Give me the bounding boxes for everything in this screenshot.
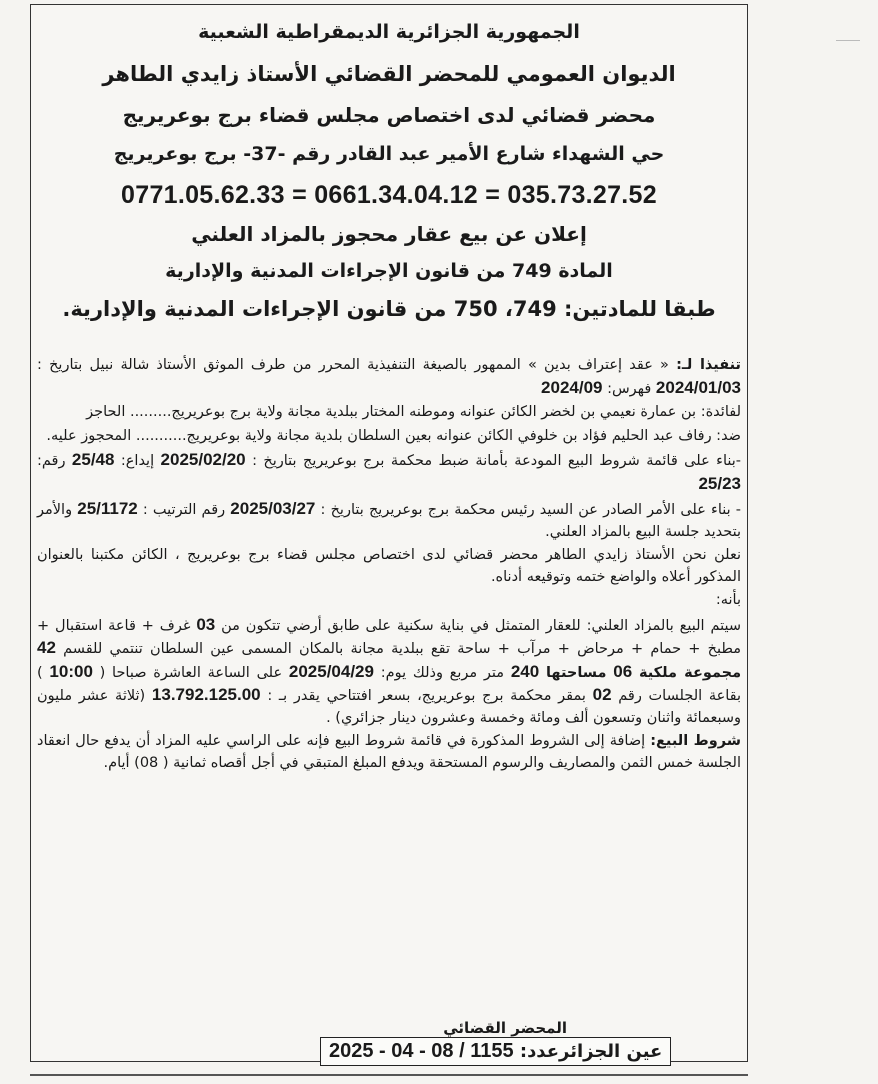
article-reference: المادة 749 من قانون الإجراءات المدنية والإدارية bbox=[165, 259, 613, 282]
conditions-list-text: -بناء على قائمة شروط البيع المودعة بأمانة ضبط محكمة برج بوعريريج بتاريخ : bbox=[252, 453, 742, 469]
sale-text-a: سيتم البيع بالمزاد العلني: للعقار المتمثل في بناية سكنية على طابق أرضي تتكون من bbox=[221, 617, 742, 634]
bailiff-signature: المحضر القضائي bbox=[443, 1019, 567, 1037]
sale-text-g: ) بقاعة الجلسات رقم bbox=[37, 664, 742, 704]
sale-conditions-text: إضافة إلى الشروط المذكورة في قائمة شروط البيع فإنه على الراسي عليه المزاد أن يدفع حال انعقاد الجلسة خمس الثمن والمصاريف والرسوم المستحقة ويدفع المبلغ المتبقي في أجل أقصاه ثمانية ( 08) أيام. bbox=[37, 733, 741, 771]
execution-label: تنفيذا لـ: bbox=[676, 357, 742, 373]
order-number-label: رقم الترتيب : bbox=[142, 502, 226, 518]
sale-date: 2025/04/29 bbox=[288, 661, 374, 681]
office-address: حي الشهداء شارع الأمير عبد القادر رقم -37- برج بوعريريج bbox=[113, 142, 665, 165]
office-title: الديوان العمومي للمحضر القضائي الأستاذ زايدي الطاهر bbox=[102, 61, 676, 86]
debtor-paragraph: ضد: رفاف عبد الحليم فؤاد بن خلوفي الكائن عنوانه بعين السلطان بلدية مجانة ولاية بوعريريج........... المحجوز عليه. bbox=[46, 427, 741, 444]
sale-conditions-label: شروط البيع: bbox=[650, 733, 741, 749]
bottom-divider bbox=[30, 1074, 748, 1076]
section-number: 42 bbox=[37, 638, 56, 657]
deed-date: 2024/01/03 bbox=[655, 377, 741, 397]
sale-text-e: متر مربع وذلك يوم: bbox=[380, 664, 505, 681]
court-order-paragraph bbox=[37, 498, 741, 543]
conditions-list-paragraph bbox=[37, 449, 741, 496]
rooms-count: 03 bbox=[196, 614, 216, 634]
order-number: 25/1172 bbox=[77, 499, 138, 518]
court-order-date: 2025/03/27 bbox=[230, 499, 316, 518]
file-number: 25/23 bbox=[698, 473, 741, 493]
conditions-list-date: 2025/02/20 bbox=[160, 450, 246, 469]
number-label: رقم: bbox=[37, 453, 66, 469]
bailiff-declaration: نعلن نحن الأستاذ زايدي الطاهر محضر قضائي لدى اختصاص مجلس قضاء برج بوعريريج ، الكائن مكتبنا بالعنوان المذكور أعلاه والواضع ختمه وتوقيعه أدناه. bbox=[37, 547, 741, 585]
sale-text-c: مجموعة ملكية bbox=[638, 664, 742, 681]
sale-text-b: غرف + قاعة استقبال + مطبخ + حمام + مرحاض + مرآب + ساحة تقع ببلدية مجانة بالمكان المسمى عين السلطان تنتمي للقسم bbox=[37, 617, 742, 657]
execution-paragraph bbox=[37, 355, 741, 400]
court-order-rest: والأمر بتحديد جلسة البيع بالمزاد العلني. bbox=[37, 502, 741, 540]
that-label: بأنه: bbox=[715, 592, 741, 608]
page-edge-mark bbox=[836, 40, 860, 41]
beneficiary-paragraph: لفائدة: بن عمارة نعيمي بن لخضر الكائن عنوانه وموطنه المختار ببلدية مجانة ولاية برج بوعريريج......... الحاجز bbox=[86, 404, 741, 420]
hall-number: 02 bbox=[592, 685, 612, 704]
announcement-sheet bbox=[30, 4, 748, 1062]
republic-title: الجمهورية الجزائرية الديمقراطية الشعبية bbox=[198, 21, 580, 43]
deposit-number: 25/48 bbox=[71, 450, 115, 469]
price-in-words: (ثلاثة عشر مليون وسبعمائة واثنان وتسعون ألف ومائة وخمسة وعشرون دينار جزائري) . bbox=[37, 688, 741, 726]
sale-details-paragraph bbox=[37, 614, 741, 730]
area-value: 240 bbox=[510, 661, 540, 681]
announcement-header bbox=[39, 21, 739, 322]
jurisdiction-title: محضر قضائي لدى اختصاص مجلس قضاء برج بوعريريج bbox=[122, 102, 656, 127]
sale-text-d: مساحتها bbox=[545, 664, 607, 681]
court-order-text: - بناء على الأمر الصادر عن السيد رئيس محكمة برج بوعريريج بتاريخ : bbox=[320, 502, 742, 518]
property-group-number: 06 bbox=[613, 661, 633, 681]
sale-text-h: بمقر محكمة برج بوعريريج، بسعر افتتاحي يقدر بـ : bbox=[267, 688, 586, 704]
announcement-title: إعلان عن بيع عقار محجوز بالمزاد العلني bbox=[191, 221, 587, 246]
articles-reference: طبقا للمادتين: 749، 750 من قانون الإجراءات المدنية والإدارية. bbox=[62, 296, 716, 321]
execution-text: « عقد إعتراف بدين » الممهور بالصيغة التنفيذية المحرر من طرف الموثق الأستاذ شالة نبيل بتاريخ : bbox=[37, 357, 669, 373]
newspaper-label: عين الجزائرعدد: bbox=[519, 1041, 663, 1062]
index-number: 2024/09 bbox=[541, 377, 603, 397]
sale-conditions-paragraph bbox=[37, 731, 741, 774]
phone-numbers: 0771.05.62.33 = 0661.34.04.12 = 035.73.27.52 bbox=[121, 180, 657, 209]
deposit-label: إيداع: bbox=[120, 453, 155, 469]
opening-price: 13.792.125.00 bbox=[151, 685, 261, 704]
newspaper-reference bbox=[320, 1037, 671, 1066]
sale-time: 10:00 bbox=[49, 661, 93, 681]
sale-text-f: على الساعة العاشرة صباحا ( bbox=[99, 664, 283, 681]
newspaper-issue: 2025 - 04 - 08 / 1155 bbox=[329, 1040, 514, 1062]
announcement-body bbox=[37, 355, 741, 776]
index-label: فهرس: bbox=[607, 380, 652, 397]
